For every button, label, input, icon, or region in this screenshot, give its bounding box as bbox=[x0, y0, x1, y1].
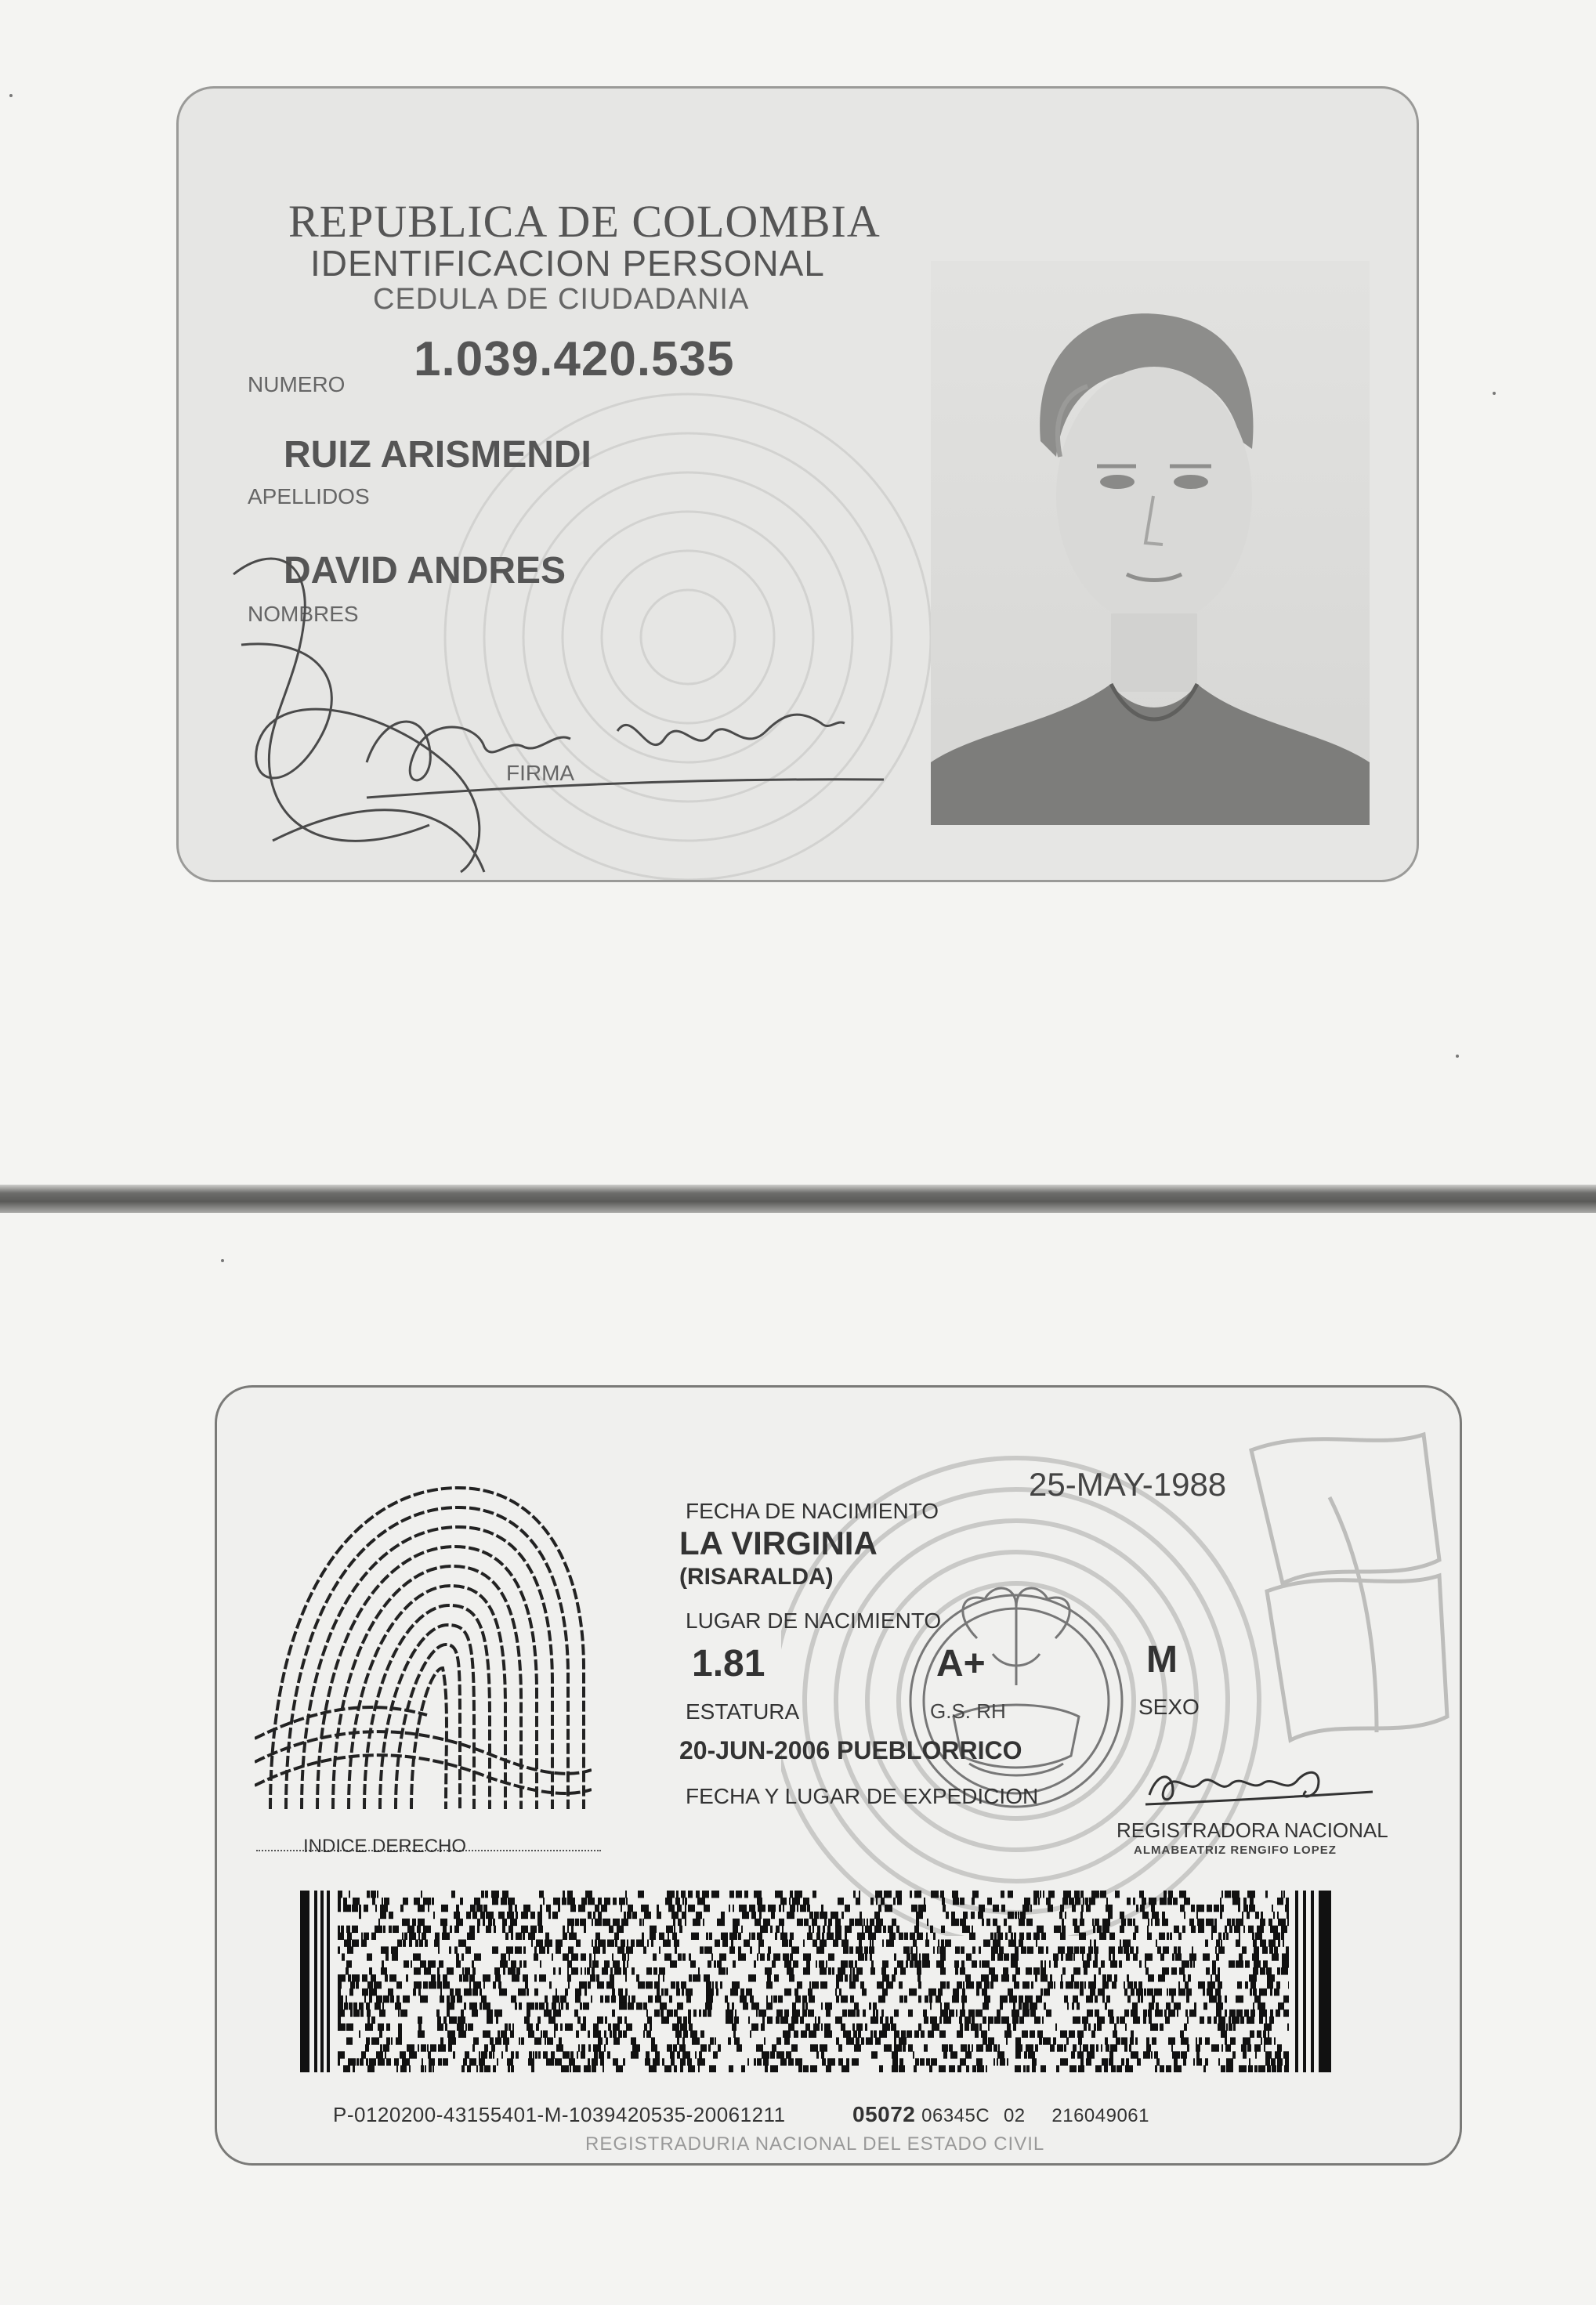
scan-divider bbox=[0, 1185, 1596, 1213]
birth-place-department: (RISARALDA) bbox=[679, 1564, 834, 1590]
machine-code-main: P-0120200-43155401-M-1039420535-20061211 bbox=[333, 2103, 786, 2126]
given-name-value: DAVID ANDRES bbox=[284, 550, 566, 592]
sex-label: SEXO bbox=[1138, 1695, 1200, 1719]
pdf417-barcode bbox=[300, 1891, 1333, 2072]
registrar-signature bbox=[1142, 1756, 1377, 1818]
id-number: 1.039.420.535 bbox=[414, 332, 735, 386]
blood-type-value: A+ bbox=[936, 1643, 986, 1684]
registrar-title: REGISTRADORA NACIONAL bbox=[1116, 1818, 1388, 1842]
scan-speck bbox=[221, 1259, 224, 1262]
birth-place-value: LA VIRGINIA bbox=[679, 1525, 878, 1561]
holder-photo bbox=[931, 261, 1370, 825]
issue-date-place-value: 20-JUN-2006 PUEBLORRICO bbox=[679, 1736, 1022, 1764]
machine-code-line bbox=[333, 2102, 1149, 2127]
birth-date-value: 25-MAY-1988 bbox=[1029, 1466, 1227, 1503]
signature-label: FIRMA bbox=[506, 761, 575, 785]
machine-code-a: 05072 bbox=[852, 2102, 916, 2126]
document-type: CEDULA DE CIUDADANIA bbox=[373, 283, 750, 316]
birth-date-label: FECHA DE NACIMIENTO bbox=[686, 1499, 939, 1523]
id-card-back bbox=[215, 1385, 1462, 2166]
birth-place-label: LUGAR DE NACIMIENTO bbox=[686, 1608, 942, 1633]
sex-value: M bbox=[1146, 1639, 1178, 1681]
machine-code-c: 02 bbox=[1003, 2105, 1026, 2126]
height-value: 1.81 bbox=[692, 1643, 765, 1684]
machine-code-d: 216049061 bbox=[1051, 2105, 1150, 2126]
fingerprint bbox=[255, 1464, 592, 1809]
issue-date-place-label: FECHA Y LUGAR DE EXPEDICION bbox=[686, 1784, 1039, 1808]
document-title: IDENTIFICACION PERSONAL bbox=[310, 243, 825, 284]
scan-speck bbox=[1456, 1055, 1459, 1058]
registry-footer: REGISTRADURIA NACIONAL DEL ESTADO CIVIL bbox=[585, 2133, 1045, 2155]
id-card-front bbox=[176, 86, 1419, 882]
machine-code-b: 06345C bbox=[921, 2105, 990, 2126]
blood-type-label: G.S. RH bbox=[930, 1699, 1006, 1723]
registrar-name: ALMABEATRIZ RENGIFO LOPEZ bbox=[1134, 1844, 1337, 1857]
holder-signature bbox=[226, 527, 915, 880]
height-label: ESTATURA bbox=[686, 1699, 800, 1724]
numero-label: NUMERO bbox=[248, 372, 346, 396]
scan-speck bbox=[1493, 392, 1496, 395]
surname-label: APELLIDOS bbox=[248, 484, 370, 508]
scan-speck bbox=[9, 94, 13, 97]
given-name-label: NOMBRES bbox=[248, 602, 359, 626]
fingerprint-label: INDICE DERECHO bbox=[303, 1836, 467, 1857]
surname-value: RUIZ ARISMENDI bbox=[284, 434, 592, 476]
country-title: REPUBLICA DE COLOMBIA bbox=[288, 196, 881, 247]
